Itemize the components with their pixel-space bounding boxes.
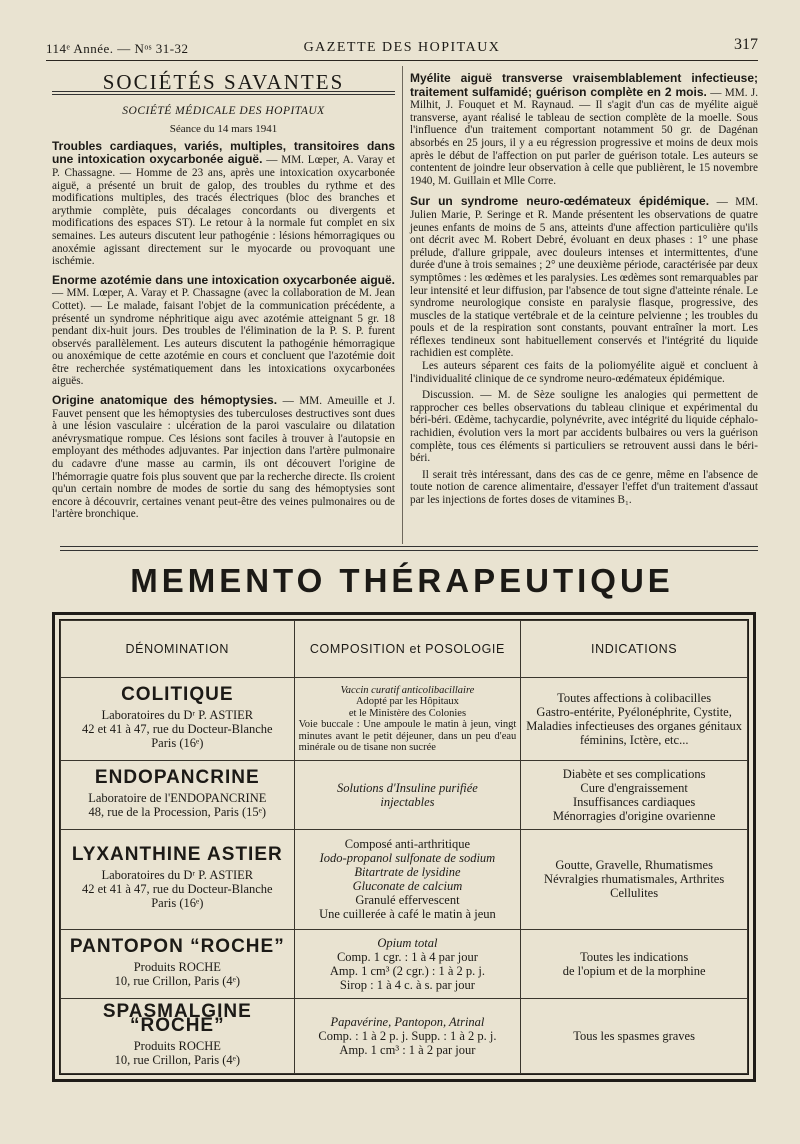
table-row bbox=[61, 678, 748, 761]
memento-rule-top bbox=[60, 546, 758, 547]
section-title: SOCIÉTÉS SAVANTES bbox=[102, 70, 345, 94]
indication-line: Maladies infectieuses des organes génitaux féminins, Ictère, etc... bbox=[526, 719, 742, 748]
article bbox=[410, 72, 758, 187]
indication-line: Cure d'engraissement bbox=[580, 781, 688, 796]
indication-line: Tous les spasmes graves bbox=[573, 1028, 695, 1043]
article-title: Troubles cardiaques, variés, multiples, transitoires dans une intoxication oxycarbonée aiguë. bbox=[52, 138, 395, 167]
product-name: SPASMALGINE “ROCHE” bbox=[102, 1000, 252, 1036]
lab-line: 10, rue Crillon, Paris (4ᵉ) bbox=[114, 973, 240, 988]
composition-line: et le Ministère des Colonies bbox=[348, 707, 467, 719]
society-name: SOCIÉTÉ MÉDICALE DES HOPITAUX bbox=[122, 104, 325, 117]
composition-line: Voie buccale : Une ampoule le matin à jeun, vingt minutes avant le petit déjeuner, dans un peu d'eau minérale ou de tisane non sucrée bbox=[298, 719, 517, 754]
table-row bbox=[61, 829, 748, 929]
composition-line: Bitartrate de lysidine bbox=[354, 865, 461, 880]
article-body: — MM. Lœper, A. Varay et P. Chassagne (avec la collaboration de M. Jean Cottet). — Le malade, faisant l'objet de la communication précédente, a présenté un syndrome néphritique aigu avec azotémie atteignant 5 gr. 18 pendant dix-huit jours. Des troubles de l'élimination de la P. S. P. furent observés parallèlement. Les auteurs discutent la pathogénie hémorragique ou anoxémique de cette azotémie en cours et concluent que l'azotémie doit être recherchée systématiquement dans les intoxications oxycarbonées aiguës. bbox=[52, 287, 395, 388]
composition-cell bbox=[294, 930, 521, 999]
article-title: Enorme azotémie dans une intoxication oxycarbonée aiguë. bbox=[52, 272, 395, 287]
article-title: Myélite aiguë transverse vraisemblablement infectieuse; traitement sulfamidé; guérison complète en 2 mois. bbox=[410, 71, 758, 99]
composition-line: Solutions d'Insuline purifiée bbox=[337, 781, 478, 796]
composition-cell bbox=[294, 829, 521, 929]
indications-cell bbox=[521, 829, 748, 929]
article-body: — MM. Lœper, A. Varay et P. Chassagne. — Homme de 23 ans, après une intoxication oxycarbonée aiguë, a présenté un bruit de galop, des troubles du rythme et des modifications multiples, des tracés électriques (bloc des branches et arythmie complète, puis décalages concordants ou divergents et modifications des espaces ST). Le retour à la normale fut complet en six semaines. Les auteurs discutent leur pathogénie : lésions hémorragiques ou anoxémie agissant directement sur le myocarde ou provoquant une ischémie. bbox=[52, 154, 396, 268]
composition-line: Comp. : 1 à 2 p. j. Supp. : 1 à 2 p. j. bbox=[318, 1028, 497, 1043]
article-title: Sur un syndrome neuro-œdémateux épidémique. bbox=[410, 194, 710, 209]
composition-cell bbox=[294, 761, 521, 830]
indication-line: Toutes les indications bbox=[580, 949, 689, 964]
indication-line: Cellulites bbox=[610, 886, 659, 901]
left-column bbox=[52, 72, 395, 521]
indication-line: Gastro-entérite, Pyélonéphrite, Cystite, bbox=[536, 705, 732, 720]
indications-cell bbox=[521, 998, 748, 1073]
lab-line: 10, rue Crillon, Paris (4ᵉ) bbox=[114, 1052, 240, 1067]
lab-line: Laboratoires du Dʳ P. ASTIER bbox=[101, 708, 254, 723]
paragraph: Discussion. — M. de Sèze souligne les analogies qui permettent de rapprocher ces belles observations du tableau clinique et expérimental du béri-béri. Œdème, tachycardie, polynévrite, avec intégrité du liquide céphalo-rachidien, évolution vers la mort par accidents bulbaires ou vers la guérison complète, tous ces éléments si particuliers se retrouvent aussi dans le béri-béri. bbox=[410, 389, 758, 465]
article bbox=[52, 394, 395, 521]
composition-line: Papavérine, Pantopon, Atrinal bbox=[330, 1014, 485, 1029]
composition-cell bbox=[294, 678, 521, 761]
lab-line: Paris (16ᵉ) bbox=[151, 896, 204, 911]
lab-line: Laboratoire de l'ENDOPANCRINE bbox=[88, 791, 267, 806]
composition-line: Comp. 1 cgr. : 1 à 4 par jour bbox=[336, 949, 478, 964]
column-header-denomination: DÉNOMINATION bbox=[61, 621, 295, 678]
header-rule bbox=[46, 60, 758, 61]
table-row bbox=[61, 761, 748, 830]
indication-line: Goutte, Gravelle, Rhumatismes bbox=[555, 858, 713, 873]
indication-line: Névralgies rhumatismales, Arthrites bbox=[544, 872, 725, 887]
article bbox=[52, 274, 395, 388]
memento-table bbox=[60, 620, 748, 1074]
lab-line: Laboratoires du Dʳ P. ASTIER bbox=[101, 868, 254, 883]
lab-line: 42 et 41 à 47, rue du Docteur-Blanche bbox=[81, 882, 273, 897]
indications-cell bbox=[521, 761, 748, 830]
issue-number: 114ᵉ Année. — Nᵒˢ 31-32 bbox=[46, 41, 189, 56]
page-number: 317 bbox=[734, 36, 758, 53]
paragraph: Les auteurs séparent ces faits de la poliomyélite aiguë et concluent à l'individualité clinique de ce syndrome neuro-œdémateux épidémique. bbox=[410, 360, 758, 385]
indication-line: Toutes affections à colibacilles bbox=[557, 691, 712, 706]
indication-line: Ménorragies d'origine ovarienne bbox=[552, 809, 716, 824]
indication-line: de l'opium et de la morphine bbox=[562, 963, 706, 978]
indication-line: Insuffisances cardiaques bbox=[572, 795, 696, 810]
composition-line: Vaccin curatif anticolibacillaire bbox=[340, 684, 475, 696]
seance-date: Séance du 14 mars 1941 bbox=[169, 123, 278, 136]
composition-line: Iodo-propanol sulfonate de sodium bbox=[319, 851, 496, 866]
indications-cell bbox=[521, 678, 748, 761]
memento-table-frame bbox=[52, 612, 756, 1082]
indication-line: Diabète et ses complications bbox=[562, 767, 706, 782]
lab-line: Produits ROCHE bbox=[133, 959, 221, 974]
article-body: — MM. J. Milhit, J. Fouquet et M. Raynaud. — Il s'agit d'un cas de myélite aiguë transverse, ayant réalisé le tableau de section complète de la moelle. Sous l'influence d'un traitement comportant notamment 50 gr. de Dagénan absorbés en 25 jours, il y a eu régression progressive et moins de deux mois après le début de l'affection on put parler de guérison totale. Les auteurs se contentent de joindre leur observation à celle que publièrent, le 15 novembre 1940, M. Guillain et Mlle Corre. bbox=[410, 86, 759, 187]
denomination-cell bbox=[61, 761, 295, 830]
journal-title: GAZETTE DES HOPITAUX bbox=[303, 40, 501, 55]
indications-cell bbox=[521, 930, 748, 999]
lab-line: 48, rue de la Procession, Paris (15ᵉ) bbox=[88, 805, 267, 820]
article bbox=[410, 195, 758, 360]
composition-line: Adopté par les Hôpitaux bbox=[355, 696, 459, 708]
composition-line: Opium total bbox=[377, 935, 438, 950]
lab-line: 42 et 41 à 47, rue du Docteur-Blanche bbox=[81, 722, 273, 737]
composition-line: injectables bbox=[380, 795, 435, 810]
lab-line: Produits ROCHE bbox=[133, 1038, 221, 1053]
product-name: ENDOPANCRINE bbox=[94, 767, 260, 789]
denomination-cell bbox=[61, 829, 295, 929]
denomination-cell bbox=[61, 678, 295, 761]
composition-line: Composé anti-arthritique bbox=[344, 837, 471, 852]
composition-cell bbox=[294, 998, 521, 1073]
product-name: PANTOPON “ROCHE” bbox=[69, 935, 285, 957]
composition-line: Granulé effervescent bbox=[355, 893, 460, 908]
table-header-row bbox=[61, 621, 748, 678]
product-name: COLITIQUE bbox=[121, 684, 234, 706]
composition-line: Amp. 1 cm³ (2 cgr.) : 1 à 2 p. j. bbox=[329, 963, 485, 978]
column-divider bbox=[402, 66, 403, 544]
product-name: LYXANTHINE ASTIER bbox=[71, 844, 283, 866]
composition-line: Une cuillerée à café le matin à jeun bbox=[319, 907, 496, 922]
article-body: — MM. Ameuille et J. Fauvet pensent que les hémoptysies des tuberculoses destructives sont dues à une lésion vasculaire : ulcération de la paroi vasculaire ou dilatation anévrysmatique rompue. Ces lésions sont faciles à trouver à l'autopsie en employant des méthodes adjuvantes. Par injection dans l'artère pulmonaire du cadavre d'une masse au carmin, ils ont découvert l'origine de l'hémorragie quatre fois plus souvent que par la recherche directe. Ils croient qu'un certain nombre de modes de sortie du sang des hémoptysies sont encore à découvrir, certaines venant peut-être des veines pulmonaires ou de l'artère bronchique. bbox=[52, 395, 395, 521]
denomination-cell bbox=[61, 998, 295, 1073]
denomination-cell bbox=[61, 930, 295, 999]
running-header bbox=[46, 38, 758, 58]
article-body: — MM. Julien Marie, P. Seringe et R. Mande présentent les observations de quatre jeunes enfants de moins de 5 ans, atteints d'une affection particulière qu'ils ont décrit avec M. Robert Debré, évoluant en deux phases : 1° une phase prélude, d'allure grippale, avec douleurs intenses et intermittentes, d'une durée d'une à trois semaines ; 2° une deuxième période, caractérisée par deux symptômes : les œdèmes et les paralysies. Les œdèmes sont remarquables par leur intensité et leur diffusion, par l'absence de tout signe d'atteinte rénale. Le syndrome neurologique consiste en paralysie flasque, progressive, des muscles de la statique vertébrale et de la ceinture pelvienne ; les troubles du pouls et de la respiration sont constants, pouvant entraîner la mort. Les réflexes tendineux sont habituellement conservés et l'intégrité du liquide rachidien est complète. bbox=[410, 196, 758, 360]
article-title: Origine anatomique des hémoptysies. bbox=[52, 393, 278, 408]
memento-rule-top-2 bbox=[60, 550, 758, 551]
composition-line: Sirop : 1 à 4 c. à s. par jour bbox=[339, 977, 475, 992]
table-row bbox=[61, 998, 748, 1073]
composition-line: Gluconate de calcium bbox=[352, 879, 463, 894]
lab-line: Paris (16ᵉ) bbox=[151, 736, 204, 751]
right-column bbox=[410, 72, 758, 511]
paragraph: Il serait très intéressant, dans des cas de ce genre, même en l'absence de toute notion de carence alimentaire, d'essayer l'effet d'un traitement d'assaut par les injections de fortes doses de vitamines B₁. bbox=[410, 468, 758, 506]
table-row bbox=[61, 930, 748, 999]
column-header-indications: INDICATIONS bbox=[521, 621, 748, 678]
article bbox=[52, 140, 395, 268]
composition-line: Amp. 1 cm³ : 1 à 2 par jour bbox=[339, 1042, 476, 1057]
column-header-composition: COMPOSITION et POSOLOGIE bbox=[294, 621, 521, 678]
memento-title: MEMENTO THÉRAPEUTIQUE bbox=[130, 562, 674, 599]
